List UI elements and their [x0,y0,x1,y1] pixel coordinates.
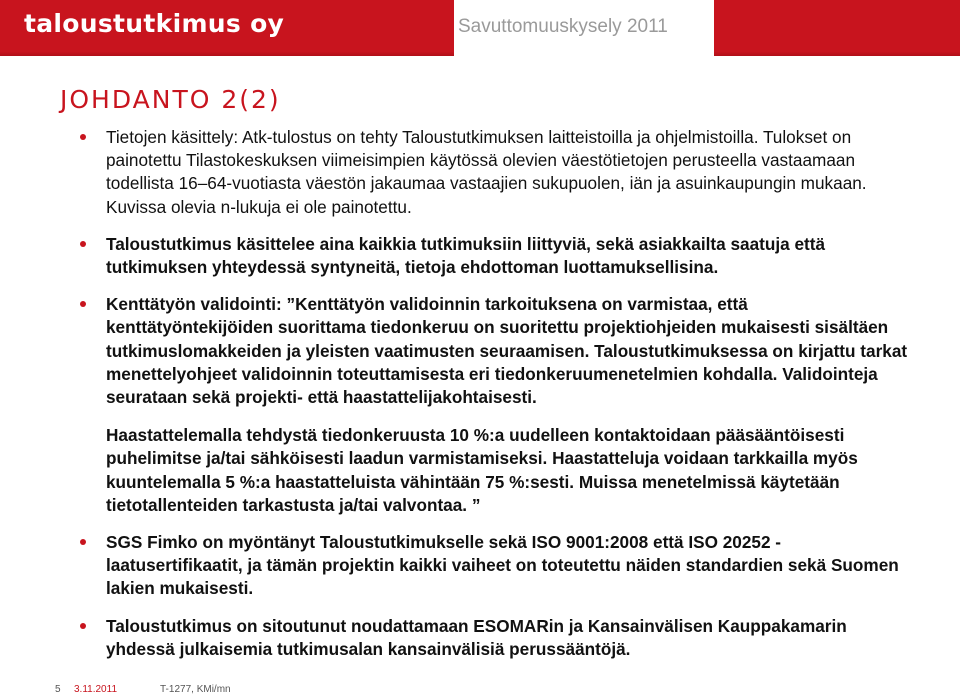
bullet-validation [80,293,910,409]
bullet-esomar [80,615,910,661]
slide-body [80,126,910,661]
survey-title: Savuttomuuskysely 2011 [458,16,668,37]
bullet-confidentiality [80,233,910,279]
company-logo: taloustutkimus oy [24,9,285,38]
bullet-validation-continued: Haastattelemalla tehdystä tiedonkeruusta 10 %:a uudelleen kontaktoidaan pääsääntöisesti puhelimitse ja/tai sähköisesti laadun varmistamiseksi. Haastatteluja voidaan tarkkailla myös kuuntelemalla 5 %:a haastatteluista vähintään 75 %:sesti. Muissa menetelmissä käytetään tietotallenteiden tarkastusta ja/tai valvontaa. ” [106,425,858,515]
bullet-certification [80,531,910,601]
survey-title-box [454,0,714,56]
bullet-text: SGS Fimko on myöntänyt Taloustutkimukselle sekä ISO 9001:2008 että ISO 20252 -laatusertifikaatit, ja tämän projektin kaikki vaiheet on toteutettu näiden standardien sekä Suomen lakien mukaisesti. [106,532,899,599]
page-number: 5 [55,684,61,695]
bullet-dot-icon [80,301,86,307]
bullet-text: Taloustutkimus käsittelee aina kaikkia tutkimuksiin liittyviä, sekä asiakkailta saatuja että tutkimuksen yhteydessä syntyneitä, tietoja ehdottoman luottamuksellisina. [106,233,826,278]
bullet-dot-icon [80,241,86,247]
bullet-dot-icon [80,539,86,545]
bullet-text: Taloustutkimus on sitoutunut noudattamaan ESOMARin ja Kansainvälisen Kauppakamarin yhdessä julkaisemia tutkimusalan kansainvälisiä perussääntöjä. [106,615,847,659]
footer [0,682,960,697]
footer-date: 3.11.2011 [74,684,118,695]
slide-title: JOHDANTO 2(2) [60,85,281,114]
header-bar [0,0,960,56]
footer-reference: T-1277, KMi/mn [160,684,231,695]
bullet-processing [80,126,910,219]
bullet-dot-icon [80,134,86,140]
bullet-dot-icon [80,623,86,629]
bullet-text: Kenttätyön validointi: ”Kenttätyön validoinnin tarkoituksena on varmistaa, että kenttätyöntekijöiden suorittama tiedonkeruu on suoritettu projektiohjeiden mukaisesti sisältäen tutkimuslomakkeiden ja yleisten vaatimusten seuraamisen. Taloustutkimuksessa on kirjattu tarkat menettelyohjeet validoinnin toteuttamisesta eri tiedonkeruumenetelmien kohdalla. Validointeja seurataan sekä projekti- että haastattelijakohtaisesti. [106,294,908,408]
bullet-text: Tietojen käsittely: Atk-tulostus on tehty Taloustutkimuksen laitteistoilla ja ohjelmistoilla. Tulokset on painotettu Tilastokeskuksen viimeisimpien käytössä olevien väestötietojen perusteella vastaamaan todellista 16–64-vuotiasta väestön jakaumaa vastaajien sukupuolen, iän ja asuinkaupungin mukaan. Kuvissa olevia n-lukuja ei ole painotettu. [106,127,867,217]
